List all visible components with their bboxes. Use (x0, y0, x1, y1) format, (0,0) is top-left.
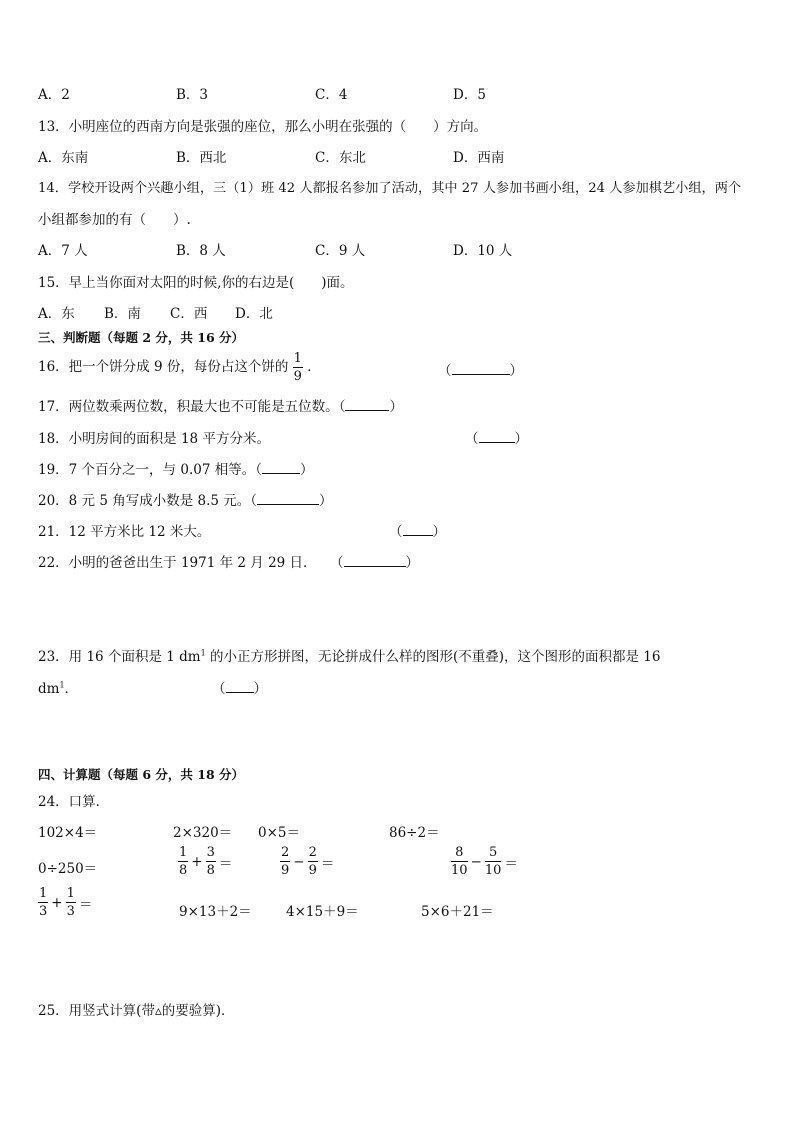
q12-option-a: A．2 (38, 87, 70, 103)
frac-b-n1: 2 (281, 845, 290, 860)
frac-b-d2: 9 (308, 863, 317, 878)
frac-d-d2: 3 (66, 904, 75, 919)
section-4-title: 四、计算题（每题 6 分，共 18 分） (38, 767, 245, 782)
q19-answer-blank[interactable]: （ ） (255, 462, 314, 478)
frac-b-eq: ＝ (320, 855, 335, 872)
q24-frac-expr-a (178, 846, 235, 877)
frac-a-n2: 3 (206, 845, 215, 860)
frac-a-n1: 1 (179, 845, 188, 860)
q22-answer-blank[interactable]: （ ） (330, 555, 419, 571)
q13-stem: 13．小明座位的西南方向是张强的座位，那么小明在张强的（ ）方向。 (38, 119, 488, 135)
q24-row1-item-1: 102×4＝ (38, 825, 98, 841)
q13-option-c: C．东北 (315, 150, 366, 166)
q14-option-a: A．7 人 (38, 243, 88, 259)
q15-option-a: A．东 (38, 306, 75, 322)
frac-c-eq: ＝ (504, 855, 518, 872)
section-3-title: 三、判断题（每题 2 分，共 16 分） (38, 330, 245, 345)
q24-frac-expr-c (451, 846, 521, 877)
q15-stem: 15．早上当你面对太阳的时候,你的右边是( )面。 (38, 275, 354, 291)
q24-frac-expr-d (38, 887, 95, 918)
q14-option-d: D．10 人 (453, 243, 513, 259)
q19-text: 19．7 个百分之一，与 0.07 相等。 (38, 462, 256, 478)
q23-line2-post: ． (64, 681, 79, 697)
q23-sup-2: 1 (59, 680, 65, 690)
frac-c-n2: 5 (485, 846, 502, 862)
q16-text: 16．把一个饼分成 9 份，每份占这个饼的 (38, 359, 289, 375)
q12-option-c: C．4 (315, 87, 348, 103)
q17-text: 17．两位数乘两位数，积最大也不可能是五位数。 (38, 399, 339, 415)
q23-line1-post: 的小正方形拼图，无论拼成什么样的图形(不重叠)，这个图形的面积都是 16 (205, 649, 661, 665)
q23-line2-pre: dm (38, 681, 60, 697)
q18-text: 18．小明房间的面积是 18 平方分米。 (38, 431, 270, 447)
q17 (38, 395, 403, 415)
frac-d-eq: ＝ (78, 896, 93, 913)
q16-answer-blank[interactable]: （ ） (438, 363, 523, 379)
q24-title: 24．口算． (38, 794, 110, 810)
frac-a-d2: 8 (206, 863, 215, 878)
q21-answer-blank[interactable]: （ ） (389, 524, 446, 540)
q13-option-a: A．东南 (38, 150, 89, 166)
q21-text: 21．12 平方米比 12 米大。 (38, 524, 211, 540)
q12-option-b: B．3 (176, 87, 209, 103)
q24-row1-item-2: 2×320＝ (173, 825, 233, 841)
q14-option-c: C．9 人 (315, 243, 366, 259)
q18-answer-blank[interactable]: （ ） (465, 431, 528, 447)
q25: 25．用竖式计算(带▵的要验算)． (38, 1003, 235, 1019)
q24-frac-expr-b (280, 846, 337, 877)
q14-stem-line1: 14．学校开设两个兴趣小组，三（1）班 42 人都报名参加了活动，其中 27 人参加书画小组，24 人参加棋艺小组，两个 (38, 181, 742, 196)
q16-frac-den: 9 (293, 369, 302, 384)
q16-fraction (293, 352, 303, 383)
q13-option-d: D．西南 (453, 150, 505, 166)
q24-row1-item-3: 0×5＝ (258, 825, 300, 841)
q15-option-d: D．北 (235, 306, 273, 322)
q23-answer-blank[interactable]: （ ） (212, 681, 267, 697)
q23-line1-pre: 23．用 16 个面积是 1 dm (38, 649, 201, 665)
frac-d-n1: 1 (39, 886, 48, 901)
q23-line1 (38, 645, 660, 665)
frac-a-d1: 8 (179, 863, 188, 878)
q15-option-c: C．西 (170, 306, 208, 322)
q24-row2-item-1: 0÷250＝ (38, 861, 98, 877)
q24-row3-item-2: 9×13＋2＝ (179, 904, 252, 920)
q17-answer-blank[interactable]: （ ） (338, 399, 403, 415)
frac-d-op: + (51, 894, 63, 911)
q23-line2 (38, 677, 78, 697)
q14-option-b: B．8 人 (176, 243, 226, 259)
frac-a-op: + (191, 853, 203, 870)
q14-stem-line2: 小组都参加的有（ ）. (38, 212, 191, 228)
q20 (38, 489, 333, 509)
frac-d-n2: 1 (66, 886, 75, 901)
q12-option-d: D．5 (453, 87, 486, 103)
frac-c-n1: 8 (451, 846, 468, 862)
frac-d-d1: 3 (39, 904, 48, 919)
q23-sup: 1 (200, 648, 206, 658)
frac-a-eq: ＝ (218, 855, 233, 872)
q19 (38, 458, 313, 478)
frac-b-d1: 9 (281, 863, 290, 878)
q24-row1-item-4: 86÷2＝ (389, 825, 440, 841)
frac-c-d2: 10 (484, 863, 502, 878)
q24-row3-item-3: 4×15＋9＝ (286, 904, 359, 920)
q13-option-b: B．西北 (176, 150, 227, 166)
q16-frac-num: 1 (293, 351, 302, 366)
q20-text: 20．8 元 5 角写成小数是 8.5 元。 (38, 493, 251, 509)
q20-answer-blank[interactable]: （ ） (250, 493, 333, 509)
q16 (38, 348, 321, 386)
q22-text: 22．小明的爸爸出生于 1971 年 2 月 29 日． (38, 555, 317, 571)
frac-c-op: − (470, 853, 482, 870)
frac-b-n2: 2 (308, 845, 317, 860)
frac-b-op: − (293, 853, 305, 870)
q15-option-b: B．南 (104, 306, 141, 322)
q24-row3-item-4: 5×6＋21＝ (421, 904, 494, 920)
q16-tail: ． (307, 359, 321, 375)
frac-c-d1: 10 (451, 863, 468, 878)
